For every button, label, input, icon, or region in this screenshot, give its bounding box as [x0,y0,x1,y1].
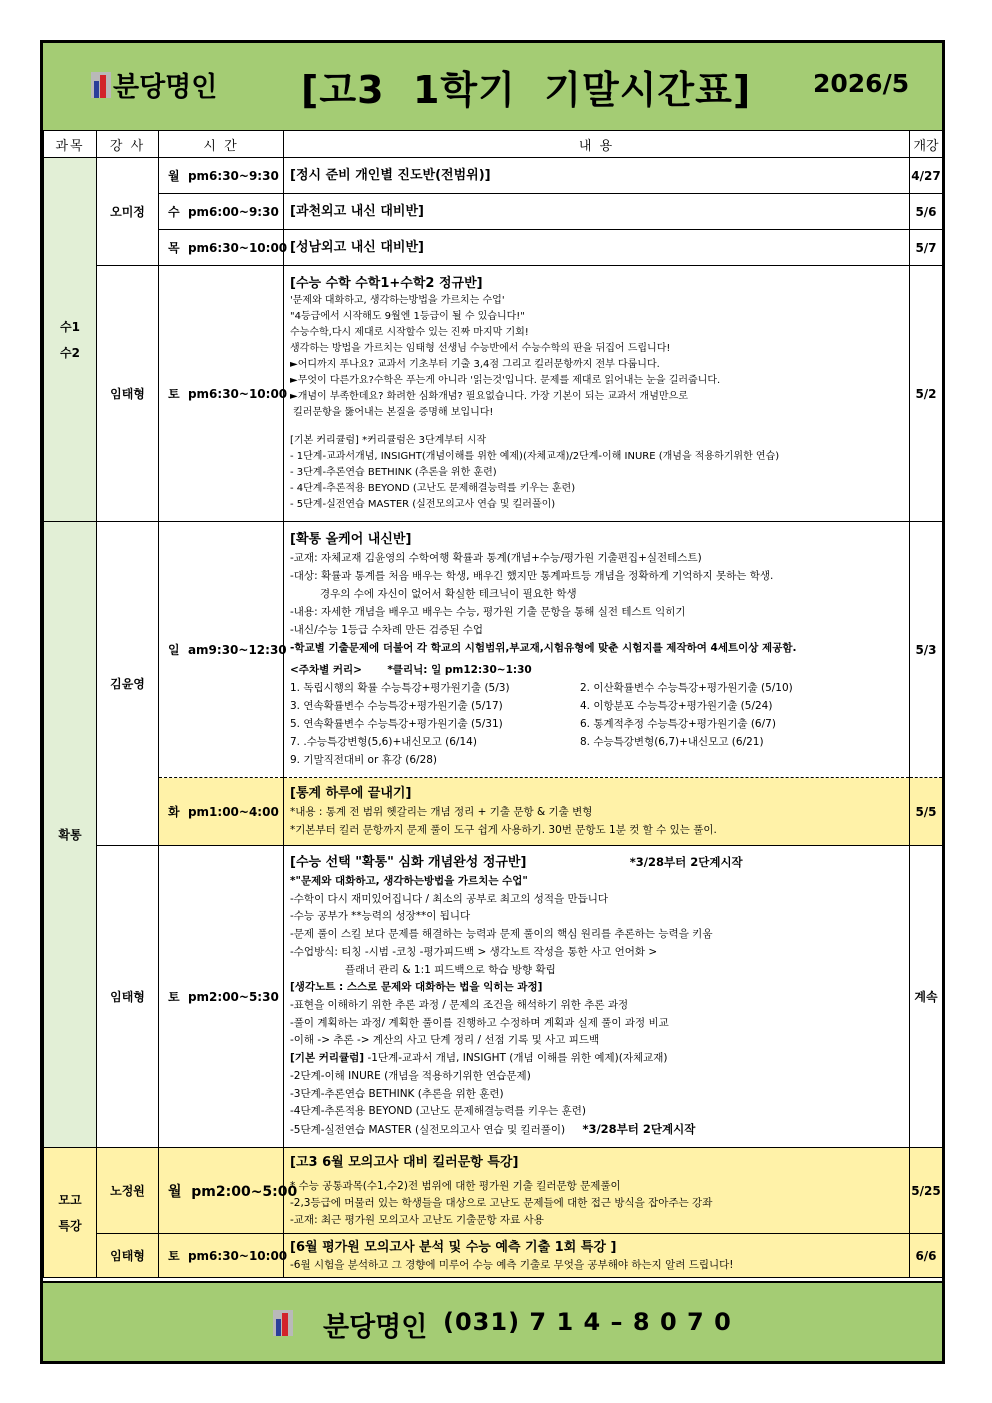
content-line: -수업방식: 티칭 -시범 -코칭 -평가피드백 > 생각노트 작성을 통한 사고 언어화 > [290,945,658,958]
table-row [44,1148,943,1234]
column-header-instructor: 강 사 [97,131,159,158]
class-title: [정시 준비 개인별 진도반(전범위)] [290,168,491,183]
instructor-name: 김윤영 [97,522,159,846]
table-row [44,522,943,778]
subject-mock: 모고 특강 [44,1148,97,1278]
page-header [43,43,942,132]
content-line: '문제와 대화하고, 생각하는방법을 가르치는 수업' [290,295,505,306]
brand-logo-icon [273,1310,293,1336]
class-time: 토 pm2:00~5:30 [159,846,284,1148]
class-time: 토 pm6:30~10:00 [159,1234,284,1278]
schedule-date: 2026/5 [813,69,910,98]
weekly-item: 2. 이산확률변수 수능특강+평가원기출 (5/10) [580,682,793,694]
content-line: -수학이 다시 재미있어집니다 / 최소의 공부로 최고의 성적을 만듭니다 [290,892,609,905]
class-content [284,266,910,522]
open-date: 5/3 [910,522,943,778]
content-line: -교재: 자체교재 김윤영의 수학여행 확률과 통계(개념+수능/평가원 기출편집+실전테스트) [290,552,702,564]
content-line-bold: [생각노트 : 스스로 문제와 대화하는 법을 익히는 과정] [290,981,543,994]
class-title: [통계 하루에 끝내기] [290,786,412,801]
weekly-header [290,661,903,679]
curriculum-line: -1단계-교과서 개념, INSIGHT (개념 이해를 위한 예제)(자체교재) [364,1052,668,1065]
class-time: 일 am9:30~12:30 [159,522,284,778]
subject-stats: 확통 [44,522,97,1148]
subject-math12: 수1 수2 [44,158,97,522]
class-title: [고3 6월 모의고사 대비 킬러문항 특강] [290,1154,519,1170]
class-time: 목 pm6:30~10:00 [159,230,284,266]
content-line: -2,3등급에 머물러 있는 학생들을 대상으로 고난도 문제들에 대한 접근 방식을 잡아주는 강좌 [290,1196,713,1209]
class-title: [6월 평가원 모의고사 분석 및 수능 예측 기출 1회 특강 ] [290,1239,617,1255]
content-line: -수능 공부가 **능력의 성장**이 됩니다 [290,910,471,923]
weekly-label: <주차별 커리> [290,664,362,676]
content-line: ►어디까지 푸나요? 교과서 기초부터 기출 3,4점 그리고 킬러문항까지 전부 다룹니다. [290,359,660,370]
column-header-content: 내 용 [284,131,910,158]
class-content [284,230,910,266]
weekly-curriculum [290,679,903,769]
content-line: 경우의 수에 자신이 없어서 확실한 테크닉이 필요한 학생 [320,588,577,600]
content-line: -내용: 자세한 개념을 배우고 배우는 수능, 평가원 기출 문항을 통해 실전 테스트 익히기 [290,606,686,618]
curriculum-line: -3단계-추론연습 BETHINK (추론을 위한 훈련) [290,1087,504,1100]
content-line: 플래너 관리 & 1:1 피드백으로 학습 방향 확립 [345,963,556,976]
curriculum-line: - 3단계-추론연습 BETHINK (추론을 위한 훈련) [290,467,497,478]
content-line: -이해 -> 추론 -> 계산의 사고 단계 정리 / 선점 기록 및 사고 피드백 [290,1034,600,1047]
content-line: ►개념이 부족한데요? 화려한 심화개념? 필요없습니다. 가장 기본이 되는 교과서 개념만으로 [290,391,688,402]
weekly-item: 4. 이항분포 수능특강+평가원기출 (5/24) [580,700,773,712]
table-row [44,266,943,522]
column-header-open: 개강 [910,131,943,158]
brand-name: 분당명인 [113,72,218,103]
table-row [44,1234,943,1278]
title-note: *3/28부터 2단계시작 [629,855,743,870]
curriculum-line: [기본 커리큘럼] *커리큘럼은 3단계부터 시작 [290,435,487,446]
table-row [44,194,943,230]
clinic-note: *클리닉: 일 pm12:30~1:30 [387,664,532,676]
class-time: 토 pm6:30~10:00 [159,266,284,522]
content-line: 수능수학,다시 제대로 시작할수 있는 진짜 마지막 기회! [290,327,529,338]
content-line: * 수능 공통과목(수1,수2)전 범위에 대한 평가원 기출 킬러문항 문제풀이 [290,1179,621,1192]
instructor-name: 오미정 [97,158,159,266]
class-content [284,846,910,1148]
curriculum-line: -5단계-실전연습 MASTER (실전모의고사 연습 및 킬러풀이) [290,1123,566,1136]
curriculum-line: - 4단계-추론적용 BEYOND (고난도 문제해결능력를 키우는 훈련) [290,483,576,494]
open-date: 5/2 [910,266,943,522]
table-row [44,846,943,1148]
brand-logo-icon [91,72,111,98]
curriculum-label: [기본 커리큘럼] [290,1052,365,1065]
class-time: 수 pm6:00~9:30 [159,194,284,230]
schedule-table [43,130,943,1278]
curriculum-line: - 5단계-실전연습 MASTER (실전모의고사 연습 및 킬러풀이) [290,499,556,510]
instructor-name: 임태형 [97,846,159,1148]
table-row [44,778,943,846]
content-line: 킬러문항을 뚫어내는 본질을 증명해 보입니다! [290,407,494,418]
weekly-item: 7. .수능특강변형(5,6)+내신모고 (6/14) [290,736,477,748]
content-line: "4등급에서 시작해도 9월엔 1등급이 될 수 있습니다!" [290,311,525,322]
content-line: -내신/수능 1등급 수차례 만든 검증된 수업 [290,624,483,636]
class-content [284,1148,910,1234]
class-content [284,778,910,846]
curriculum-line: -4단계-추론적용 BEYOND (고난도 문제해결능력를 키우는 훈련) [290,1105,587,1118]
class-title: [과천외고 내신 대비반] [290,204,424,219]
column-header-time: 시 간 [159,131,284,158]
instructor-name: 노정원 [97,1148,159,1234]
curriculum-line: -2단계-이해 INURE (개념을 적용하기위한 연습문제) [290,1069,531,1082]
class-time: 화 pm1:00~4:00 [159,778,284,846]
phone-number: (031) 7 1 4 – 8 0 7 0 [443,1308,732,1336]
content-line: -풀이 계획하는 과정/ 계획한 풀이를 진행하고 수정하며 계획과 실제 풀이 과정 비교 [290,1016,669,1029]
weekly-item: 6. 통계적추정 수능특강+평가원기출 (6/7) [580,718,776,730]
class-content [284,158,910,194]
content-line: -대상: 확률과 통계를 처음 배우는 학생, 배우긴 했지만 통계파트등 개념을 정확하게 기억하지 못하는 학생. [290,570,774,582]
class-content [284,522,910,778]
content-line: *기본부터 킬러 문항까지 문제 풀이 도구 쉽게 사용하기. 30번 문항도 1분 컷 할 수 있는 풀이. [290,824,717,836]
content-line-bold: *"문제와 대화하고, 생각하는방법을 가르치는 수업" [290,875,528,888]
content-line: 생각하는 방법을 가르치는 임태형 선생님 수능반에서 수능수학의 판을 뒤집어 드립니다! [290,343,671,354]
class-content [284,194,910,230]
timetable-sheet [40,40,945,1364]
footer-brand: 분당명인 [323,1312,428,1343]
weekly-item: 5. 연속확률변수 수능특강+평가원기출 (5/31) [290,718,503,730]
content-line: -교재: 최근 평가원 모의고사 고난도 기출문항 자료 사용 [290,1213,544,1226]
table-header-row [44,131,943,158]
content-line: *내용 : 통계 전 범위 헷갈리는 개념 정리 + 기출 문항 & 기출 변형 [290,806,593,818]
open-date: 계속 [910,846,943,1148]
class-time: 월 pm6:30~9:30 [159,158,284,194]
weekly-item: 3. 연속확률변수 수능특강+평가원기출 (5/17) [290,700,503,712]
weekly-item: 9. 기말직전대비 or 휴강 (6/28) [290,754,438,766]
class-title: [수능 선택 "확통" 심화 개념완성 정규반] [290,855,527,871]
weekly-item: 1. 독립시행의 확률 수능특강+평가원기출 (5/3) [290,682,510,694]
open-date: 6/6 [910,1234,943,1278]
class-title: [성남외고 내신 대비반] [290,240,424,255]
open-date: 5/6 [910,194,943,230]
open-date: 4/27 [910,158,943,194]
open-date: 5/5 [910,778,943,846]
content-line-bold: -학교별 기출문제에 더불어 각 학교의 시험범위,부교재,시험유형에 맞춘 시험지를 제작하여 4세트이상 제공함. [290,642,797,654]
page-footer [43,1281,942,1361]
table-row [44,158,943,194]
content-line: ►무엇이 다른가요?수학은 푸는게 아니라 '읽는것'입니다. 문제를 제대로 읽어내는 눈을 길러줍니다. [290,375,721,386]
curriculum-line: - 1단계-교과서개념, INSIGHT(개념이해를 위한 예제)(자체교재)/2단계-이해 INURE (개념을 적용하기위한 연습) [290,451,780,462]
content-line: -문제 풀이 스킬 보다 문제를 해결하는 능력과 문제 풀이의 핵심 원리를 추론하는 능력을 키움 [290,928,713,941]
content-line: -표현을 이해하기 위한 추론 과정 / 문제의 조건을 해석하기 위한 추론 과정 [290,999,629,1011]
open-date: 5/25 [910,1148,943,1234]
class-time: 월 pm2:00~5:00 [159,1148,284,1234]
instructor-name: 임태형 [97,266,159,522]
class-title: [확통 올케어 내신반] [290,532,412,547]
page-title: [고3 1학기 기말시간표] [301,68,752,112]
weekly-item: 8. 수능특강변형(6,7)+내신모고 (6/21) [580,736,764,748]
curriculum-note: *3/28부터 2단계시작 [582,1121,696,1136]
instructor-name: 임태형 [97,1234,159,1278]
class-content [284,1234,910,1278]
open-date: 5/7 [910,230,943,266]
table-row [44,230,943,266]
column-header-subject: 과목 [44,131,97,158]
class-title: [수능 수학 수학1+수학2 정규반] [290,276,483,291]
content-line: -6월 시험을 분석하고 그 경향에 미루어 수능 예측 기출로 무엇을 공부해야 하는지 알려 드립니다! [290,1258,734,1271]
